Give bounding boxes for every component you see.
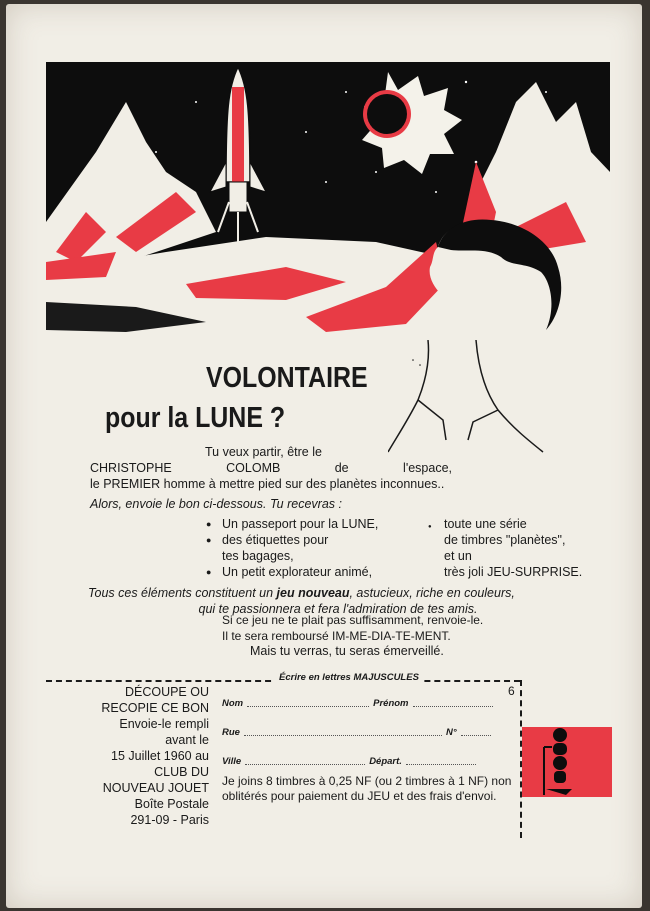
ville-label: Ville [222, 756, 242, 767]
headline-line2: pour la LUNE ? [105, 402, 286, 434]
coupon-instr-line: 15 Juillet 1960 au [111, 749, 209, 763]
intro-line1: Tu veux partir, être le [205, 445, 322, 459]
nom-field[interactable] [247, 698, 369, 707]
form-row-name [222, 698, 497, 709]
ville-field[interactable] [245, 756, 365, 765]
tous-bold: jeu nouveau [276, 586, 350, 600]
coupon-instr-line: NOUVEAU JOUET [102, 781, 209, 795]
intro-line3: le PREMIER homme à mettre pied sur des planètes inconnues.. [90, 477, 445, 491]
coupon-instr-line: CLUB DU [154, 765, 209, 779]
coupon-instr-line: Envoie-le rempli [119, 717, 209, 731]
form-row-city [222, 756, 480, 767]
explorer-logo-icon [522, 727, 612, 797]
alors-text: Alors, envoie le bon ci-dessous. Tu recevras : [90, 497, 342, 511]
rocket [210, 67, 266, 247]
coupon-instr-line: avant le [165, 733, 209, 747]
coupon-instr-line: DÉCOUPE OU [124, 685, 209, 699]
coupon-instructions [78, 684, 209, 828]
bullet-item: ● Un petit explorateur animé, [206, 564, 416, 580]
bullet-item-cont: tes bagages, [222, 549, 294, 563]
tous-post: , astucieux, riche en couleurs, [349, 586, 515, 600]
bullet-item: ● toute une série [428, 516, 598, 532]
coupon-instr-line: Boîte Postale [134, 797, 209, 811]
rue-label: Rue [222, 727, 240, 738]
mais-text: Mais tu verras, tu seras émerveillé. [250, 644, 444, 658]
intro-word: COLOMB [226, 461, 281, 475]
tous-pre: Tous ces éléments constituent un [88, 586, 277, 600]
depart-field[interactable] [406, 756, 476, 765]
payment-text: Je joins 8 timbres à 0,25 NF (ou 2 timbres à 1 NF) non oblitérés pour paiement du JEU et des frais d'envoi. [222, 774, 512, 803]
bullet-item: ● des étiquettes pour [206, 532, 416, 548]
page-number: 6 [508, 684, 515, 698]
bullet-col-right [428, 516, 598, 580]
bullet-item-cont: de timbres "planètes", [444, 533, 566, 547]
coupon-instr-line: 291-09 - Paris [130, 813, 209, 827]
form-row-street [222, 727, 495, 738]
depart-label: Départ. [369, 756, 402, 767]
coupon-header: Écrire en lettres MAJUSCULES [275, 672, 423, 683]
refund-text [222, 612, 483, 644]
intro-text [90, 444, 490, 492]
numero-field[interactable] [461, 727, 491, 736]
moon-illustration [46, 62, 610, 340]
rue-field[interactable] [244, 727, 442, 736]
refund-line2: Il te sera remboursé IM-ME-DIA-TE-MENT. [222, 629, 451, 643]
bullet-col-left [206, 516, 416, 580]
intro-line2 [90, 460, 452, 476]
prenom-label: Prénom [373, 698, 409, 709]
boy-collar-svg [388, 340, 548, 460]
intro-word: l'espace, [403, 461, 452, 475]
club-logo [522, 727, 612, 797]
nom-label: Nom [222, 698, 244, 709]
refund-line1: Si ce jeu ne te plait pas suffisamment, renvoie-le. [222, 613, 484, 627]
prenom-field[interactable] [413, 698, 493, 707]
numero-label: N° [445, 727, 457, 738]
eclipse-sun [362, 72, 462, 174]
tous-line1 [88, 585, 588, 601]
tous-line2: qui te passionnera et fera l'admiration de tes amis. [198, 602, 478, 616]
intro-word: CHRISTOPHE [90, 461, 172, 475]
bullet-item: ● Un passeport pour la LUNE, [206, 516, 416, 532]
coupon-instr-line: RECOPIE CE BON [101, 701, 209, 715]
bullet-item-cont: très joli JEU-SURPRISE. [444, 565, 583, 579]
intro-word: de [334, 461, 349, 475]
headline-line1: VOLONTAIRE [206, 362, 368, 394]
moon-scene-svg [46, 62, 610, 340]
bullet-item-cont: et un [444, 549, 472, 563]
